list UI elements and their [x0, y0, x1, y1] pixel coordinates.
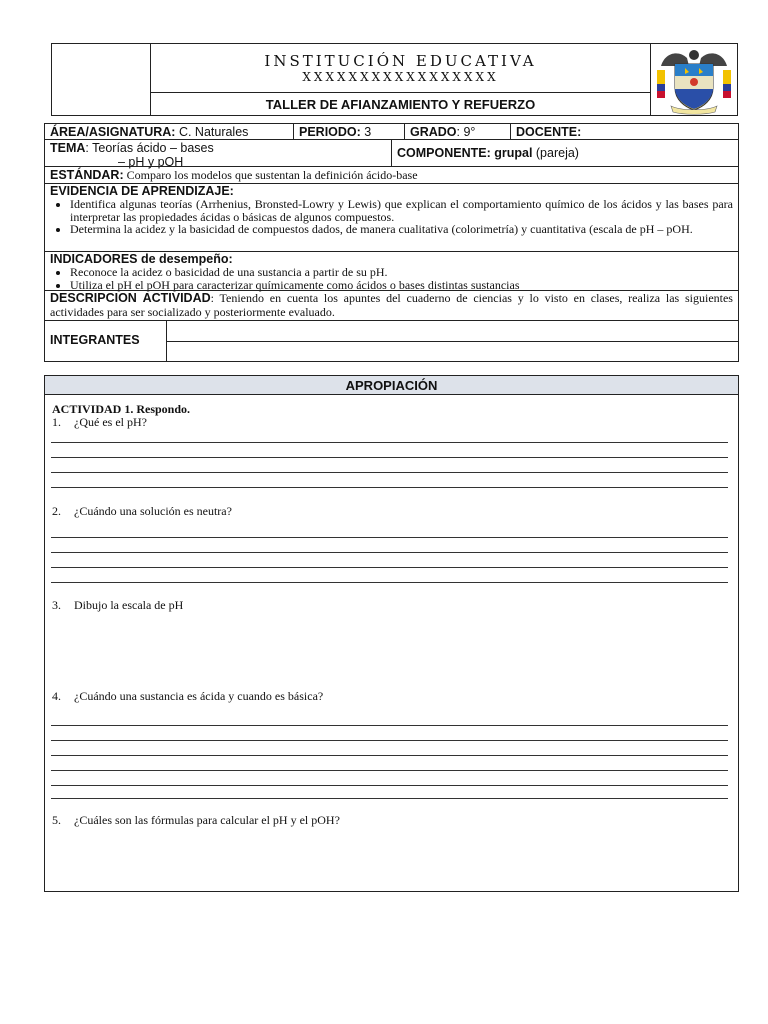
evidencia-cell — [44, 183, 739, 252]
area-value: C. Naturales — [175, 125, 249, 139]
question-text: ¿Cuáles son las fórmulas para calcular el pH y el pOH? — [74, 813, 340, 827]
integrantes-field-1[interactable] — [166, 320, 739, 342]
question-text: ¿Qué es el pH? — [74, 415, 147, 429]
question-2 — [52, 504, 232, 518]
periodo-cell — [293, 123, 405, 140]
evidencia-label: EVIDENCIA DE APRENDIZAJE: — [50, 184, 234, 198]
tema-value: : Teorías ácido – bases — [85, 141, 214, 155]
integrantes-label: INTEGRANTES — [50, 333, 140, 347]
question-text: ¿Cuándo una solución es neutra? — [74, 504, 232, 518]
answer-line[interactable] — [51, 537, 728, 538]
answer-line[interactable] — [51, 552, 728, 553]
grado-value: : 9° — [456, 125, 476, 139]
question-number: 1. — [52, 415, 61, 429]
evidencia-list — [50, 198, 733, 236]
answer-line[interactable] — [51, 725, 728, 726]
question-4 — [52, 689, 323, 703]
componente-cell — [391, 139, 739, 167]
coat-of-arms-icon — [651, 44, 737, 115]
answer-line[interactable] — [51, 442, 728, 443]
integrantes-label-cell — [44, 320, 167, 362]
indicadores-cell — [44, 251, 739, 291]
institution-placeholder: XXXXXXXXXXXXXXXXX — [302, 70, 499, 84]
estandar-label: ESTÁNDAR: — [50, 168, 124, 182]
indicadores-label: INDICADORES de desempeño: — [50, 252, 233, 266]
question-1 — [52, 415, 147, 429]
grado-label: GRADO — [410, 125, 457, 139]
indicador-item: • Utiliza el pH el pOH para caracterizar químicamente como ácidos o bases distintas sustancias — [70, 279, 733, 292]
tema-label: TEMA — [50, 141, 86, 155]
question-number: 5. — [52, 813, 61, 827]
area-cell — [44, 123, 294, 140]
docente-label: DOCENTE: — [516, 125, 582, 139]
asignatura-label: /ASIGNATURA: — [85, 125, 176, 139]
emblem-cell — [650, 43, 738, 116]
question-number: 2. — [52, 504, 61, 518]
answer-line[interactable] — [51, 457, 728, 458]
tema-cell — [44, 139, 392, 167]
tema-value-2: – pH y pOH — [118, 155, 184, 169]
header-left-cell — [51, 43, 151, 116]
docente-cell — [510, 123, 739, 140]
estandar-cell — [44, 166, 739, 184]
descripcion-value: : Teniendo en cuenta los apuntes del cuaderno de ciencias y lo visto en clases, realiza las siguientes actividades para ser socializado y posteriormente evaluado. — [50, 291, 733, 319]
grado-cell — [404, 123, 511, 140]
estandar-value: Comparo los modelos que sustentan la definición ácido-base — [123, 168, 418, 182]
answer-line[interactable] — [51, 487, 728, 488]
question-5 — [52, 813, 340, 827]
question-number: 3. — [52, 598, 61, 612]
workshop-title: TALLER DE AFIANZAMIENTO Y REFUERZO — [150, 92, 651, 116]
evidencia-item: • Identifica algunas teorías (Arrhenius, Bronsted-Lowry y Lewis) que explican el comportamiento químico de los ácidos y las bases para interpretar las propiedades ácidas o básicas de algunos compuestos. — [70, 198, 733, 223]
evidencia-item: • Determina la acidez y la basicidad de compuestos dados, de manera cualitativa (colorimetría) y cuantitativa (escala de pH – pOH. — [70, 223, 733, 236]
answer-line[interactable] — [51, 755, 728, 756]
descripcion-label: DESCRIPCION ACTIVIDAD — [50, 291, 211, 305]
activity-title: ACTIVIDAD 1. Respondo. — [52, 402, 191, 416]
answer-line[interactable] — [51, 785, 728, 786]
descripcion-cell — [44, 290, 739, 321]
answer-line[interactable] — [51, 472, 728, 473]
periodo-value: 3 — [360, 125, 372, 139]
indicador-item: • Reconoce la acidez o basicidad de una sustancia a partir de su pH. — [70, 266, 733, 279]
answer-line[interactable] — [51, 740, 728, 741]
componente-label: COMPONENTE: grupal — [397, 146, 533, 160]
integrantes-field-2[interactable] — [166, 341, 739, 362]
question-3 — [52, 598, 183, 612]
question-text: Dibujo la escala de pH — [74, 598, 184, 612]
answer-line[interactable] — [51, 582, 728, 583]
area-label: ÁREA — [50, 125, 86, 139]
answer-line[interactable] — [51, 567, 728, 568]
institution-name: INSTITUCIÓN EDUCATIVA — [264, 52, 537, 70]
section-title: APROPIACIÓN — [45, 376, 738, 395]
answer-line[interactable] — [51, 770, 728, 771]
institution-header — [150, 43, 651, 93]
periodo-label: PERIODO: — [299, 125, 361, 139]
answer-line[interactable] — [51, 798, 728, 799]
componente-value: (pareja) — [532, 146, 579, 160]
question-text: ¿Cuándo una sustancia es ácida y cuando es básica? — [74, 689, 324, 703]
indicadores-list — [50, 266, 733, 291]
question-number: 4. — [52, 689, 61, 703]
